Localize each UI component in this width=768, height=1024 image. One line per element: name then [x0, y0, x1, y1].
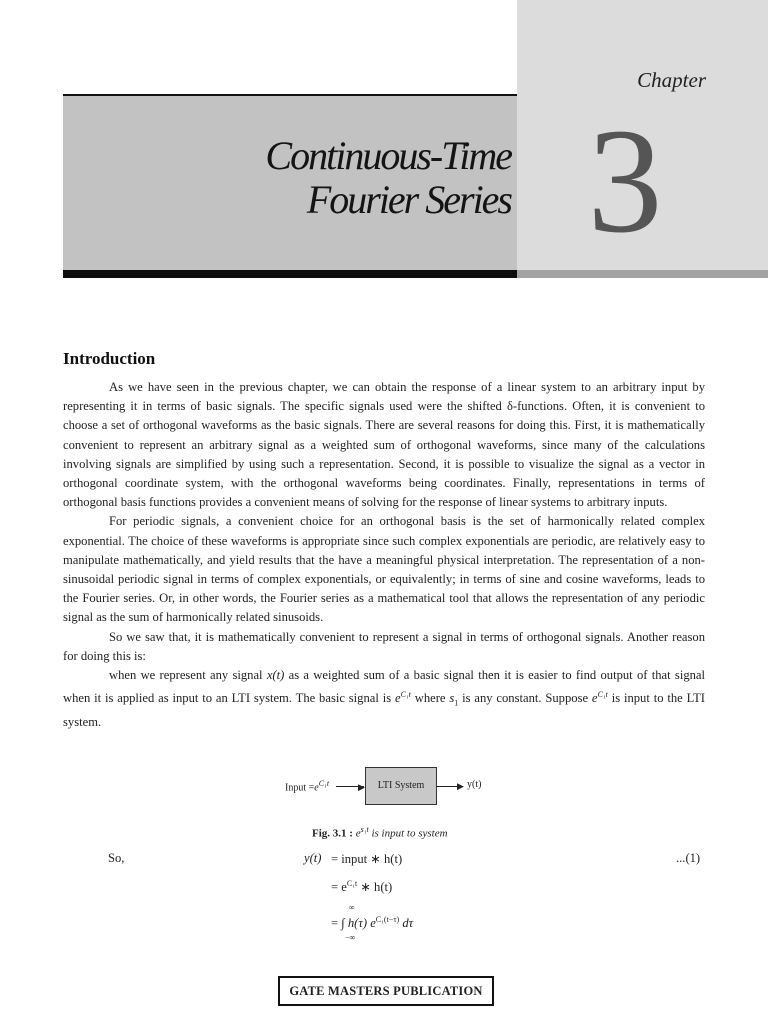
eq3-rhs — [331, 915, 413, 931]
publisher-footer: GATE MASTERS PUBLICATION — [278, 976, 494, 1006]
figure-input-exp: e — [314, 782, 319, 794]
output-arrow-head-icon: ▶ — [457, 781, 464, 791]
so-label: So, — [108, 851, 125, 865]
p4-math-e2: e — [591, 691, 598, 706]
figure-output-label: y(t) — [467, 779, 482, 790]
eq3-lower-limit: −∞ — [345, 933, 356, 942]
figure-caption-text: is input to system — [368, 827, 448, 840]
figure-input-exp-sup: C₁t — [318, 779, 330, 788]
chapter-number: 3 — [587, 98, 663, 264]
p4-text-a: when we represent any signal — [109, 668, 267, 683]
figure-caption-exp-sup: s₁t — [360, 825, 369, 834]
eq3-body: h(τ) e — [347, 916, 376, 931]
eq1-lhs: y(t) — [304, 851, 322, 865]
paragraph-3: So we saw that, it is mathematically convenient to represent a signal in terms of orthogonal signals. Another reason for doing this is: — [63, 629, 705, 663]
figure-input-label — [285, 779, 329, 793]
p4-math-e2-sup: C₁t — [597, 690, 608, 700]
eq2-tail: ∗ h(t) — [357, 880, 393, 895]
p4-text-d: is any constant. Suppose — [458, 691, 592, 706]
eq1-number: ...(1) — [676, 851, 701, 865]
section-heading: Introduction — [63, 349, 156, 368]
p4-text-c: where — [410, 691, 450, 706]
input-arrow-head-icon: ▶ — [358, 782, 365, 792]
p4-math-e1-sup: C₁t — [400, 690, 411, 700]
chapter-panel-bar — [517, 270, 768, 278]
chapter-title — [63, 134, 511, 222]
eq2-rhs-e: = e — [331, 880, 347, 895]
p4-math-s: s — [449, 691, 455, 706]
lti-system-figure — [285, 767, 505, 807]
eq3-integral-sign: = ∫ — [331, 916, 345, 931]
eq3-sup: C₁(t−τ) — [375, 915, 400, 924]
p4-math-e1: e — [394, 691, 401, 706]
eq1-rhs: = input ∗ h(t) — [331, 852, 403, 866]
p4-math-x: x(t) — [266, 668, 285, 683]
p4-math-s-sub: 1 — [454, 698, 459, 708]
paragraph-1: As we have seen in the previous chapter, we can obtain the response of a linear system to an arbitrary input by representing it in terms of basic signals. The specific signals used were the shifted δ-functions. Often, it is convenient to choose a set of orthogonal waveforms as the basic signals. There are several reasons for doing this. First, it is mathematically convenient to represent an arbitrary signal as a weighted sum of orthogonal waveforms, since many of the calculations involving signals are simplified by using such a representation. Second, it is possible to visualize the signal as a vector in orthogonal coordinate system, with the orthogonal waveforms being coordinates. Finally, representations in terms of orthogonal basis functions provides a convenient means of solving for the response of linear systems to arbitrary inputs. — [63, 380, 705, 510]
figure-input-text: Input = — [285, 782, 315, 794]
chapter-label: Chapter — [637, 68, 706, 92]
lti-system-box: LTI System — [365, 767, 437, 805]
figure-caption-number: Fig. 3.1 : — [312, 827, 353, 840]
title-underline-bar — [63, 270, 517, 278]
chapter-title-line1: Continuous-Time — [265, 133, 511, 178]
p4-text-e: is input to the LTI system. — [63, 691, 705, 730]
eq3-tail: dτ — [399, 916, 414, 931]
p4-text-b: as a weighted sum of a basic signal then it is easier to find output of that signal when it is applied as input to an LTI system. The basic signal is — [63, 668, 705, 706]
eq2-sup: C₁t — [346, 879, 358, 888]
chapter-title-line2: Fourier Series — [306, 177, 511, 222]
paragraph-4 — [63, 666, 705, 732]
figure-caption — [312, 825, 448, 840]
figure-caption-exp: e — [355, 827, 361, 840]
body-text — [63, 378, 705, 732]
eq3-upper-limit: ∞ — [349, 903, 355, 912]
eq2-rhs — [331, 879, 392, 895]
paragraph-2: For periodic signals, a convenient choice for an orthogonal basis is the set of harmonically related complex exponential. The choice of these waveforms is appropriate since such complex exponentials are periodic, are relatively easy to manipulate mathematically, and yield results that the have a meaningful physical interpretation. The representation of a non-sinusoidal periodic signal in terms of complex exponentials, or equivalently; in terms of sine and cosine waveforms, leads to the Fourier series. Or, in other words, the Fourier series as a mathematical tool that allows the representation of any periodic signal as the sum of harmonically related sinusoids. — [63, 514, 705, 625]
